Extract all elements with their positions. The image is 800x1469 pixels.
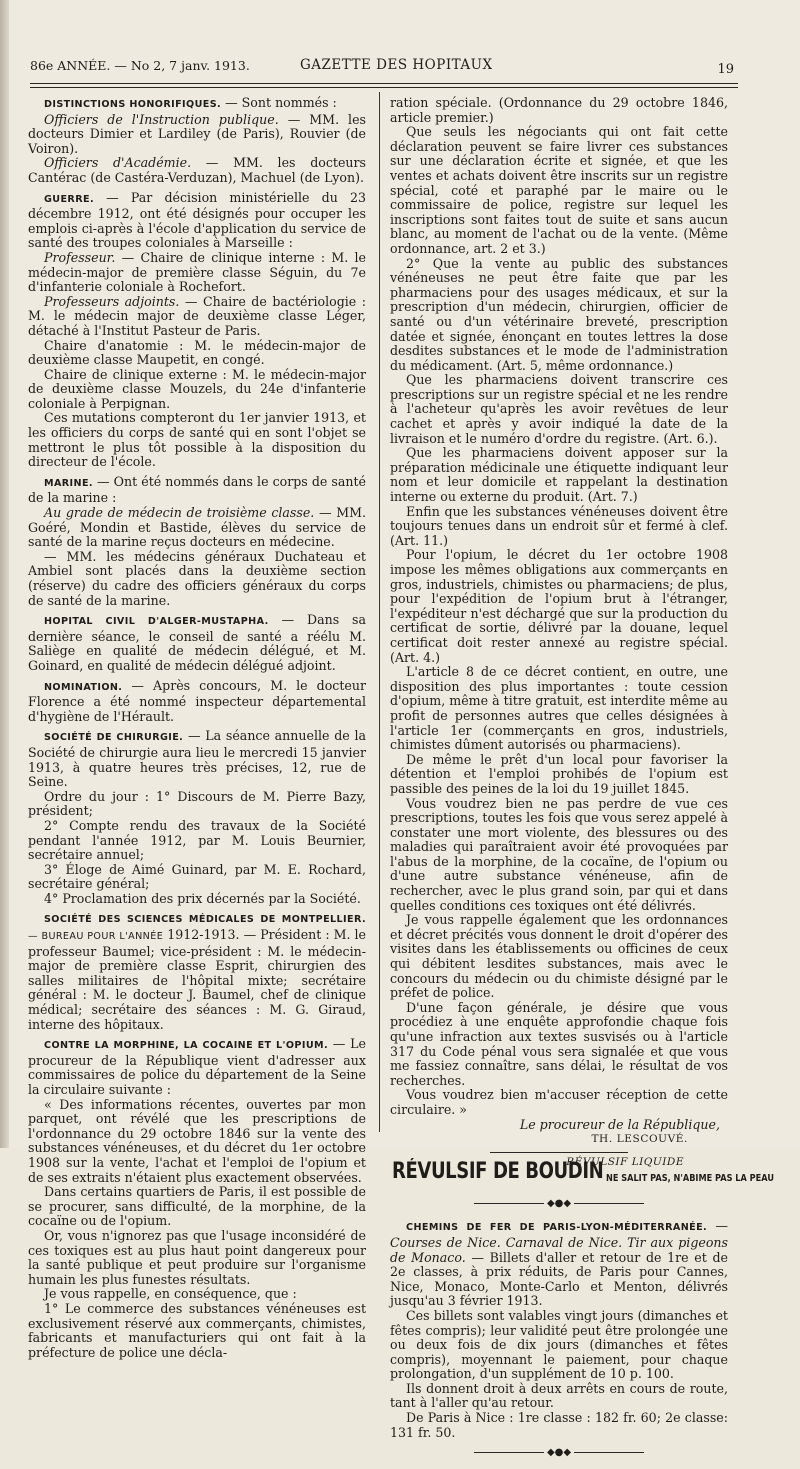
paragraph: — Chaire de bactériologie : M. le médecin major de deuxième classe Léger, détaché à l'Institut Pasteur de Paris.: [28, 293, 367, 338]
paragraph: — Chaire de clinique interne : M. le médecin-major de première classe Séguin, du 7e d'infanterie coloniale à Rochefort.: [28, 249, 366, 295]
right-column: [390, 95, 774, 1469]
paragraph: ration spéciale. (Ordonnance du 29 octobre 1846, article premier.): [390, 95, 728, 125]
header-rule-thin: [30, 87, 738, 88]
ad-subtitle: RÉVULSIF LIQUIDE: [566, 1155, 684, 1168]
label: Courses de Nice. Carnaval de Nice. Tir aux pigeons de Monaco.: [390, 1234, 728, 1265]
left-column: [28, 96, 366, 1360]
paragraph: Vous voudrez bien ne pas perdre de vue ces prescriptions, toutes les fois que vous serez appelé à constater une mort violente, des blessures ou des maladies qui paraîtraient avoir été provoquées par l'abus de la morphine, de la cocaïne, de l'opium ou d'une autre substance vénéneuse, afin de rechercher, avec le plus grand soin, par qui et dans quelles conditions ces toxiques ont été délivrés.: [390, 795, 728, 913]
header-rule: [30, 83, 738, 84]
journal-title: GAZETTE DES HOPITAUX: [300, 57, 493, 73]
paragraph: Pour l'opium, le décret du 1er octobre 1908 impose les mêmes obligations aux commerçants en gros, industriels, chimistes ou pharmaciens; de plus, pour l'expédition de l'opium brut à l'étranger, l'expéditeur n'est déchargé que sur la production du certificat de sortie, délivré par la douane, lequel certificat doit rester annexé au registre spécial. (Art. 4.): [390, 547, 728, 665]
section-distinctions: [28, 96, 366, 186]
paragraph: — MM. les docteurs Dimier et Lardiley (de Paris), Rouvier (de Voiron).: [28, 111, 366, 156]
label: Au grade de médecin de troisième classe.: [44, 505, 315, 521]
section-chirurgie: [28, 729, 366, 906]
ornament-divider-bottom: ◆●◆: [390, 1446, 728, 1461]
paragraph: — MM. Goéré, Mondin et Bastide, élèves du service de santé de la marine reçus docteurs en médecine.: [28, 505, 366, 550]
section-montpellier: [28, 911, 366, 1032]
paragraph: 1° Le commerce des substances vénéneuses est exclusivement réservé aux commerçants, chimistes, fabricants et manufacturiers qui ont fait à la préfecture de police une décla-: [28, 1300, 366, 1360]
paragraph: Or, vous n'ignorez pas que l'usage inconsidéré de ces toxiques est au plus haut point dangereux pour la santé publique et peut produire sur l'organisme humain les plus funestes résultats.: [28, 1227, 366, 1287]
paragraph: — MM. les médecins généraux Duchateau et Ambiel sont placés dans la deuxième section (réserve) du cadre des officiers généraux du corps de santé de la marine.: [28, 548, 366, 608]
paragraph: — Après concours, M. le docteur Florence a été nommé inspecteur départemental d'hygiène de l'Hérault.: [28, 677, 366, 724]
paragraph: Je vous rappelle, en conséquence, que :: [44, 1286, 297, 1302]
paragraph: Ordre du jour : 1° Discours de M. Pierre Bazy, président;: [28, 788, 366, 819]
paragraph: — La séance annuelle de la Société de chirurgie aura lieu le mercredi 15 janvier 1913, à quatre heures très précises, 12, rue de Seine.: [28, 728, 366, 790]
paragraph: De même le prêt d'un local pour favoriser la détention et l'emploi prohibés de l'opium est passible des peines de la loi du 19 juillet 1845.: [390, 751, 728, 796]
paragraph: Vous voudrez bien m'accuser réception de cette circulaire. »: [390, 1087, 728, 1117]
advertisement-revulsif: [390, 1155, 774, 1195]
paragraph: — Billets d'aller et retour de 1re et de 2e classes, à prix réduits, de Paris pour Cannes, Nice, Monaco, Monte-Carlo et Menton, délivrés jusqu'au 3 février 1913.: [390, 1249, 728, 1309]
label: Professeur.: [44, 249, 116, 265]
paragraph: — Par décision ministérielle du 23 décembre 1912, ont été désignés pour occuper les emplois ci-après à l'école d'application du service de santé des troupes coloniales à Marseille :: [28, 189, 366, 251]
section-morphine: [28, 1037, 366, 1360]
paragraph: Ces mutations compteront du 1er janvier 1913, et les officiers du corps de santé qui en sont l'objet se mettront le plus tôt possible à la disposition du directeur de l'école.: [28, 410, 366, 470]
column-divider: [379, 92, 380, 1132]
section-heading: MARINE.: [44, 477, 93, 489]
paragraph: Que seuls les négociants qui ont fait cette déclaration peuvent se faire livrer ces substances sur une déclaration écrite et signée, et que les ventes et achats doivent être inscrits sur un registre spécial, coté et paraphé par le maire ou le commissaire de police, registre sur lequel les inscriptions sont faites tout de suite et sans aucun blanc, au moment de l'achat ou de la vente. (Même ordonnance, art. 2 et 3.): [390, 124, 728, 256]
section-heading: CONTRE LA MORPHINE, LA COCAINE ET L'OPIUM.: [44, 1040, 328, 1052]
ad-top-rule: [490, 1152, 628, 1153]
paragraph: D'une façon générale, je désire que vous procédiez à une enquête approfondie chaque fois qu'une infraction aux textes susvisés ou à l'article 317 du Code pénal vous sera signalée et que vous me fassiez connaître, sans délai, le résultat de vos recherches.: [390, 999, 728, 1088]
paragraph: Que les pharmaciens doivent apposer sur la préparation médicinale une étiquette indiquant leur nom et leur domicile et rappelant la destination interne ou externe du produit. (Art. 7.): [390, 445, 728, 505]
section-heading: CHEMINS DE FER DE PARIS-LYON-MÉDITERRANÉE.: [406, 1222, 708, 1234]
paragraph: 4° Proclamation des prix décernés par la Société.: [44, 890, 361, 906]
section-heading: SOCIÉTÉ DE CHIRURGIE.: [44, 732, 184, 744]
paragraph: — MM. les docteurs Cantérac (de Castéra-Verduzan), Machuel (de Lyon).: [28, 155, 366, 185]
paragraph: Je vous rappelle également que les ordonnances et décret précités vous donnent le droit d'opérer des visites dans les établissements ou officines de ceux qui débitent lesdites substances, mais avec le concours du médecin ou du chimiste désigné par le préfet de police.: [390, 912, 728, 1001]
paragraph: 3° Éloge de Aimé Guinard, par M. E. Rochard, secrétaire général;: [28, 861, 366, 892]
paragraph: — Le procureur de la République vient d'adresser aux commissaires de police du département de la Seine la circulaire suivante :: [28, 1036, 366, 1097]
paragraph: Ils donnent droit à deux arrêts en cours de route, tant à l'aller qu'au retour.: [390, 1380, 728, 1411]
heading-dash: —: [707, 1218, 728, 1234]
section-intro: — Sont nommés :: [221, 95, 337, 110]
paragraph: — Dans sa dernière séance, le conseil de santé a réélu M. Saliège en qualité de médecin délégué, et M. Goinard, en qualité de médecin délégué adjoint.: [28, 612, 366, 673]
page-header: [30, 56, 740, 78]
label: Officiers de l'Instruction publique.: [44, 111, 279, 127]
paragraph: 1912-1913. — Président : M. le professeur Baumel; vice-président : M. le médecin-major de première classe Esprit, chirurgien des salles militaires de l'hôpital mixte; secrétaire général : M. le docteur J. Baumel, chef de clinique médical; secrétaire des séances : M. G. Giraud, interne des hôpitaux.: [28, 927, 367, 1032]
section-guerre: [28, 191, 366, 470]
paragraph: « Des informations récentes, ouvertes par mon parquet, ont révélé que les prescriptions de l'ordonnance du 29 octobre 1846 sur la vente des substances vénéneuses, et du décret du 1er octobre 1908 sur la vente, l'achat et l'emploi de l'opium et de ses extraits n'étaient plus exactement observées.: [28, 1096, 366, 1185]
paragraph: 2° Compte rendu des travaux de la Société pendant l'année 1912, par M. Louis Beurnier, secrétaire annuel;: [28, 817, 366, 863]
label: Professeurs adjoints.: [44, 293, 180, 309]
section-heading: NOMINATION.: [44, 681, 123, 693]
paragraph: L'article 8 de ce décret contient, en outre, une disposition des plus importantes : toute cession d'opium, même à titre gratuit, est interdite même au profit de personnes autres que celles désignées à l'article 1er (commerçants en gros, industriels, chimistes dûment autorisés ou pharmaciens).: [390, 664, 728, 753]
paragraph: — Ont été nommés dans le corps de santé de la marine :: [28, 473, 366, 506]
section-heading: DISTINCTIONS HONORIFIQUES.: [44, 99, 222, 110]
issue-info: 86e ANNÉE. — No 2, 7 janv. 1913.: [30, 58, 250, 73]
paragraph: 2° Que la vente au public des substances vénéneuses ne peut être faite que par les pharmaciens pour des usages médicaux, et sur la prescription d'un médecin, chirurgien, officier de santé ou d'un vétérinaire breveté, prescription datée et signée, énonçant en toutes lettres la dose desdites substances et le mode de l'administration du médicament. (Art. 5, même ordonnance.): [390, 255, 728, 373]
paragraph: Que les pharmaciens doivent transcrire ces prescriptions sur un registre spécial et ne les rendre à l'acheteur qu'après les avoir revêtues de leur cachet et après y avoir indiqué la date de la livraison et le numéro d'ordre du registre. (Art. 6.).: [390, 372, 728, 446]
signature-title: Le procureur de la République,: [519, 1116, 720, 1132]
page-binding-edge: [0, 0, 9, 1148]
page-number: 19: [717, 62, 734, 77]
paragraph: Enfin que les substances vénéneuses doivent être toujours tenues dans un endroit sûr et fermé à clef. (Art. 11.): [390, 503, 728, 548]
section-heading: SOCIÉTÉ DES SCIENCES MÉDICALES DE MONTPELLIER.: [44, 914, 366, 926]
paragraph: Chaire de clinique externe : M. le médecin-major de deuxième classe Mouzels, du 24e d'infanterie coloniale à Perpignan.: [28, 366, 366, 411]
section-heading: HOPITAL CIVIL D'ALGER-MUSTAPHA.: [44, 616, 269, 628]
paragraph: De Paris à Nice : 1re classe : 182 fr. 60; 2e classe: 131 fr. 50.: [390, 1410, 728, 1440]
section-heading: GUERRE.: [44, 193, 94, 205]
section-chemins-de-fer: [390, 1219, 728, 1440]
section-hopital: [28, 613, 366, 673]
paragraph: Ces billets sont valables vingt jours (dimanches et fêtes compris); leur validité peut être prolongée une ou deux fois de dix jours (dimanches et fêtes compris), moyennant le paiement, pour chaque prolongation, d'un supplément de 10 p. 100.: [390, 1307, 728, 1382]
ad-tagline: NE SALIT PAS, N'ABIME PAS LA PEAU: [606, 1172, 774, 1184]
sub-heading: — BUREAU POUR L'ANNÉE: [28, 931, 164, 943]
ornament-divider: ◆●◆: [390, 1197, 728, 1212]
label: Officiers d'Académie.: [44, 155, 192, 171]
section-nomination: [28, 679, 366, 725]
paragraph: Chaire d'anatomie : M. le médecin-major de deuxième classe Maupetit, en congé.: [28, 337, 366, 368]
ad-title: RÉVULSIF DE BOUDIN: [392, 1158, 604, 1184]
section-marine: [28, 475, 366, 608]
signature-name: TH. LESCOUVÉ.: [591, 1133, 688, 1146]
paragraph: Dans certains quartiers de Paris, il est possible de se procurer, sans difficulté, de la morphine, de la cocaïne ou de l'opium.: [28, 1184, 366, 1229]
